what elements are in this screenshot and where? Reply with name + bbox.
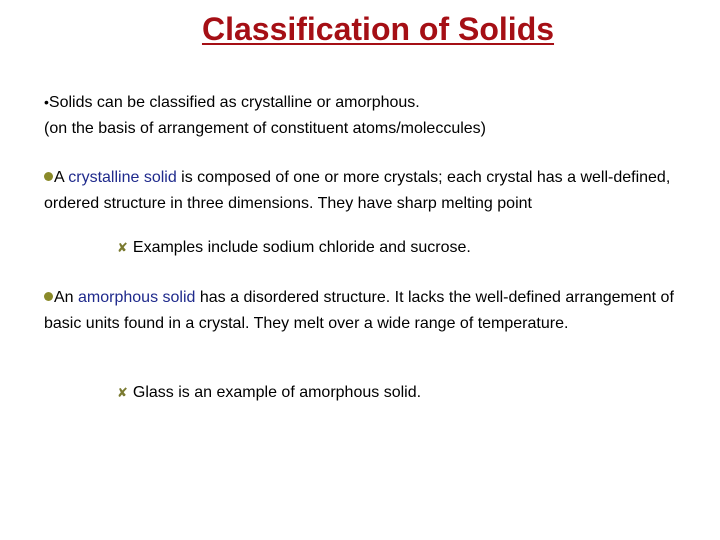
amorphous-text: has a disordered structure. It lacks the well-defined arrangement of basic units found in a crystal. They melt over a wide range of temperature. (44, 289, 674, 332)
amorphous-example-text: Glass is an example of amorphous solid. (132, 384, 422, 401)
amorphous-term: amorphous solid (78, 289, 196, 306)
x-mark-icon: ✘ (117, 240, 128, 255)
intro-text-1: Solids can be classified as crystalline or amorphous. (48, 94, 420, 111)
amorphous-example (117, 380, 421, 406)
crystalline-lead: A (54, 169, 69, 186)
crystalline-example-text: Examples include sodium chloride and sucrose. (132, 239, 471, 256)
title-text: Classification of Solids (201, 11, 555, 47)
bullet-dot-icon: • (44, 94, 49, 110)
intro-line-2: (on the basis of arrangement of constituent atoms/moleccules) (44, 120, 486, 137)
slide-title (0, 8, 720, 50)
amorphous-lead: An (54, 289, 79, 306)
crystalline-term: crystalline solid (68, 169, 177, 186)
intro-line-1 (44, 89, 704, 116)
intro-paragraph (44, 89, 704, 142)
crystalline-paragraph (44, 165, 704, 217)
circle-bullet-icon (44, 292, 53, 301)
amorphous-paragraph (44, 285, 704, 337)
x-mark-icon: ✘ (117, 385, 128, 400)
crystalline-text: is composed of one or more crystals; each crystal has a well-defined, ordered structure in three dimensions. They have sharp melting point (44, 169, 671, 212)
crystalline-example (117, 235, 471, 261)
circle-bullet-icon (44, 172, 53, 181)
